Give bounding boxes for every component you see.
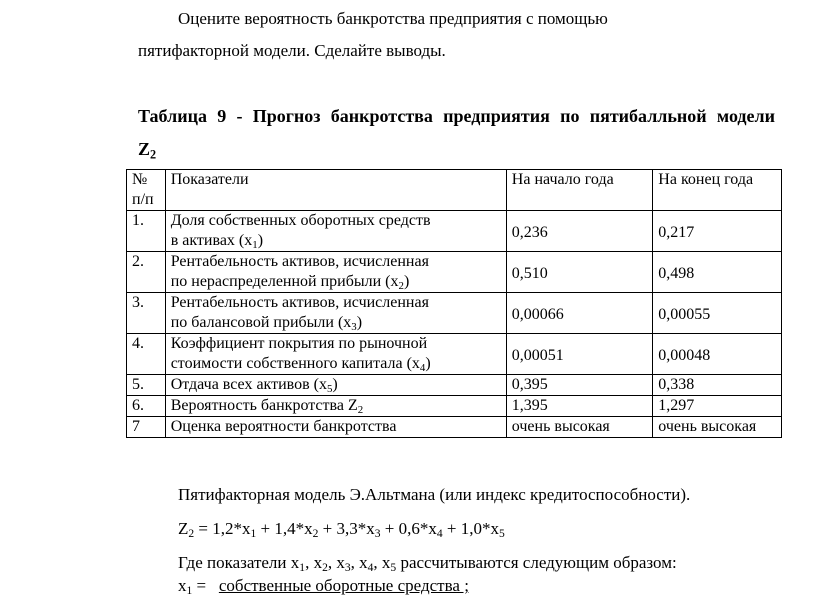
row-number: 5.	[127, 375, 166, 396]
row-end-value: 0,217	[653, 211, 782, 252]
row-indicator: Отдача всех активов $(x_5)$	[165, 375, 506, 396]
table-row	[127, 252, 782, 293]
header-number: № п/п	[127, 170, 166, 211]
row-number: 1.	[127, 211, 166, 252]
row-indicator: Доля собственных оборотных средств в активах $(x_1)$	[165, 211, 506, 252]
table-row	[127, 334, 782, 375]
row-number: 2.	[127, 252, 166, 293]
table-row	[127, 375, 782, 396]
row-end-value: 0,498	[653, 252, 782, 293]
row-number: 4.	[127, 334, 166, 375]
task-text-line-2: пятифакторной модели. Сделайте выводы.	[138, 41, 446, 60]
row-indicator: Рентабельность активов, исчисленная по балансовой прибыли $(x_3)$	[165, 293, 506, 334]
row-indicator: Оценка вероятности банкротства	[165, 417, 506, 438]
table-header-row	[127, 170, 782, 211]
row-end-value: 1,297	[653, 396, 782, 417]
row-end-value: очень высокая	[653, 417, 782, 438]
row-start-value: 1,395	[506, 396, 652, 417]
row-number: 3.	[127, 293, 166, 334]
row-end-value: 0,00048	[653, 334, 782, 375]
row-indicator: Коэффициент покрытия по рыночной стоимости собственного капитала $(x_4)$	[165, 334, 506, 375]
row-end-value: 0,00055	[653, 293, 782, 334]
header-indicator: Показатели	[165, 170, 506, 211]
indicators-calculation-text: Где показатели $x_1$, $x_2$, $x_3$, $x_4$, $x_5$ рассчитываются следующим образом:	[178, 553, 677, 575]
row-end-value: 0,338	[653, 375, 782, 396]
row-start-value: 0,395	[506, 375, 652, 396]
row-indicator: Вероятность банкротства $Z_2$	[165, 396, 506, 417]
table-row	[127, 211, 782, 252]
header-end-of-year: На конец года	[653, 170, 782, 211]
table-caption-continuation: $Z_2$	[138, 139, 157, 162]
header-start-of-year: На начало года	[506, 170, 652, 211]
row-start-value: 0,00051	[506, 334, 652, 375]
row-number: 7	[127, 417, 166, 438]
z2-formula: $Z_2 = 1,2*x_1 + 1,4*x_2 + 3,3*x_3 + 0,6*x_4 + 1,0*x_5$	[178, 519, 505, 541]
row-start-value: 0,00066	[506, 293, 652, 334]
row-start-value: 0,510	[506, 252, 652, 293]
row-start-value: очень высокая	[506, 417, 652, 438]
table-row	[127, 293, 782, 334]
row-indicator: Рентабельность активов, исчисленная по нераспределенной прибыли $(x_2)$	[165, 252, 506, 293]
table-caption: Таблица 9 - Прогноз банкротства предприятия по пятибалльной модели	[138, 106, 775, 126]
row-number: 6.	[127, 396, 166, 417]
bankruptcy-forecast-table	[126, 169, 782, 438]
x1-definition: $x_1$ = собственные оборотные средства ;	[178, 576, 469, 597]
x1-numerator: собственные оборотные средства ;	[218, 576, 469, 595]
table-row	[127, 396, 782, 417]
model-description: Пятифакторная модель Э.Альтмана (или индекс кредитоспособности).	[178, 485, 691, 504]
table-row	[127, 417, 782, 438]
row-start-value: 0,236	[506, 211, 652, 252]
task-text-line-1: Оцените вероятность банкротства предприятия с помощью	[178, 9, 608, 28]
